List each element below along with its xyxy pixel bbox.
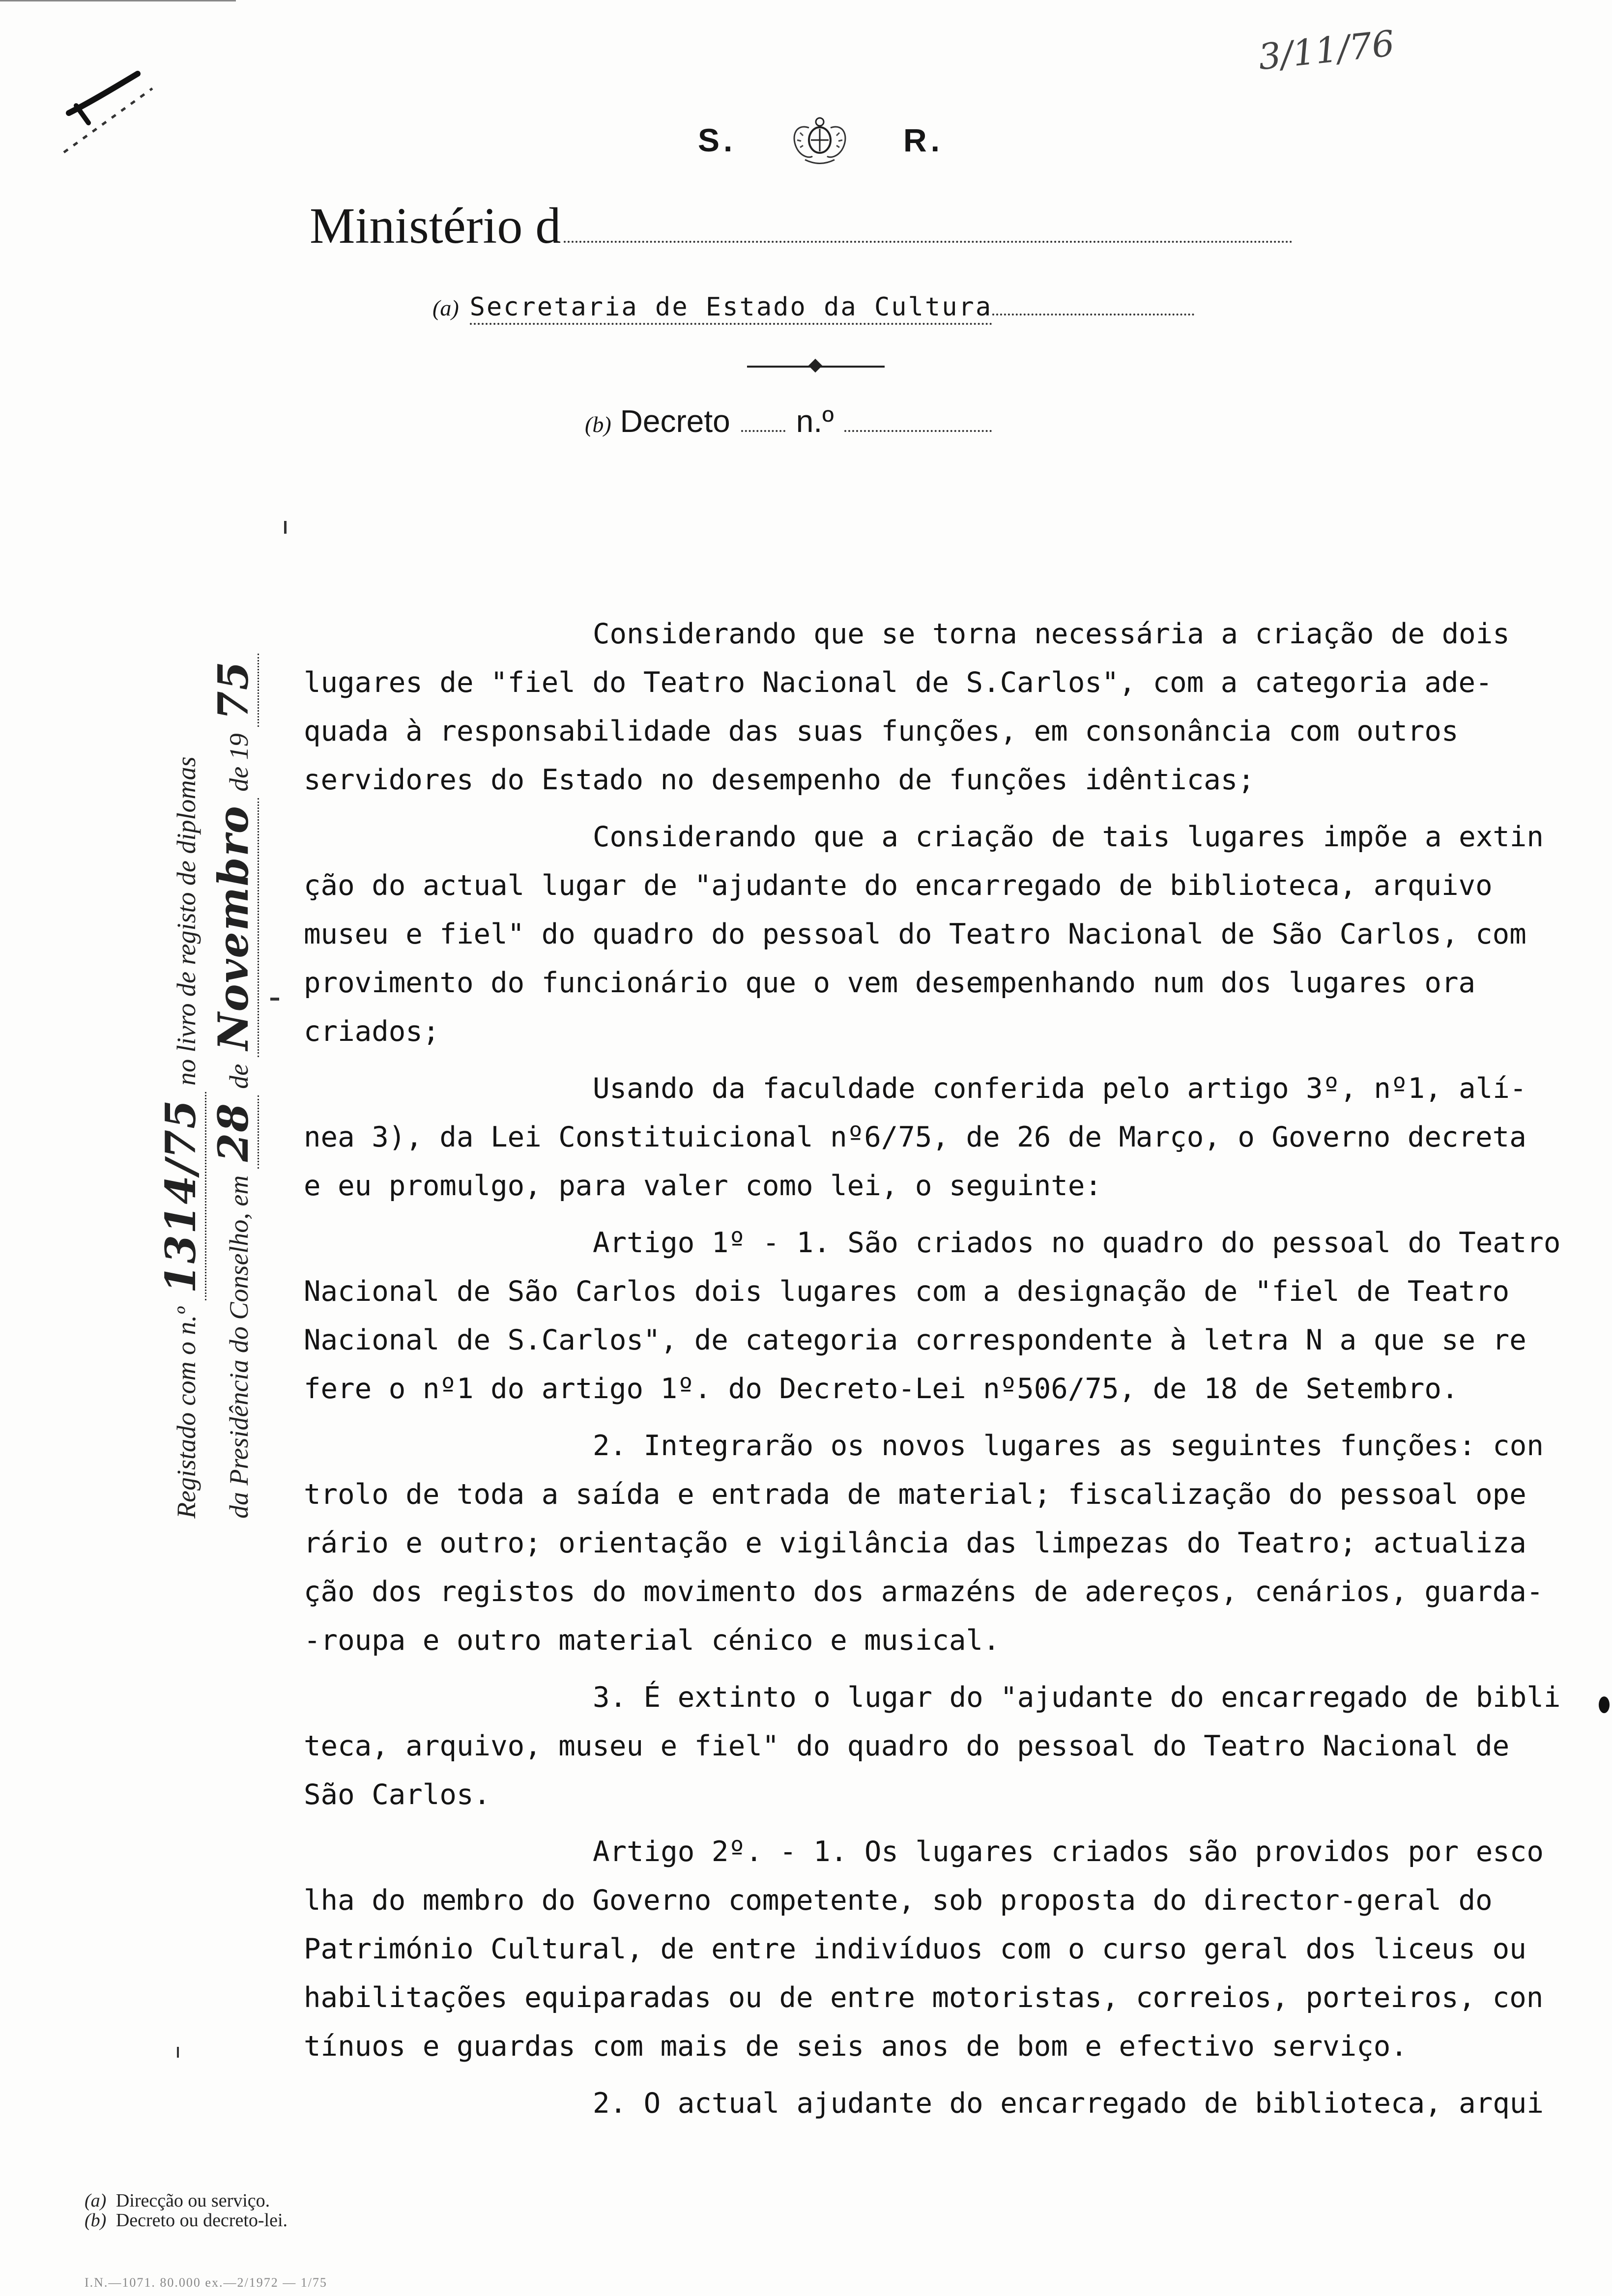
text-line: Usando da faculdade conferida pelo artigo 3º, nº1, alí- xyxy=(593,1072,1527,1105)
decree-type-dots xyxy=(741,430,785,432)
registration-line-2 xyxy=(210,585,262,1519)
footnote-a-text: Direcção ou serviço. xyxy=(115,2190,270,2211)
coat-of-arms-icon xyxy=(785,113,854,167)
registration-year: 75 xyxy=(209,654,259,727)
text-line: teca, arquivo, museu e fiel" do quadro do pessoal do Teatro Nacional de xyxy=(304,1729,1510,1762)
decree-marker: (b) xyxy=(585,412,611,437)
registration-number: 1314/75 xyxy=(156,1092,206,1300)
footnote-b-marker: (b) xyxy=(85,2210,107,2231)
service-marker: (a) xyxy=(432,295,459,320)
service-value: Secretaria de Estado da Cultura xyxy=(470,292,993,325)
text-line: Artigo 2º. - 1. Os lugares criados são providos por esco xyxy=(593,1835,1544,1868)
paragraph-article-2-2 xyxy=(304,2079,1586,2127)
footnote-a xyxy=(85,2191,288,2210)
registration-day: 28 xyxy=(209,1095,259,1169)
ministry-fill-dots xyxy=(564,231,1293,243)
divider-diamond-icon xyxy=(808,359,822,373)
header-sr xyxy=(698,113,944,167)
registration-de2: de 19 xyxy=(224,733,254,792)
ministry-label: Ministério d xyxy=(310,198,561,254)
header-s: S. xyxy=(698,122,737,158)
text-line: 3. É extinto o lugar do "ajudante do encarregado de bibli xyxy=(593,1681,1561,1714)
footnotes xyxy=(85,2191,288,2230)
registration-line2-prefix: da Presidência do Conselho, em xyxy=(224,1175,254,1519)
paragraph-article-2 xyxy=(304,1827,1586,2070)
scan-edge-line xyxy=(0,0,236,1)
text-line: Nacional de S.Carlos", de categoria correspondente à letra N a que se re xyxy=(304,1323,1526,1356)
text-line: lha do membro do Governo competente, sob proposta do director-geral do xyxy=(304,1884,1493,1917)
stray-mark xyxy=(270,998,279,1001)
text-line: São Carlos. xyxy=(304,1778,491,1811)
text-line: habilitações equiparadas ou de entre motoristas, correios, porteiros, con xyxy=(304,1981,1544,2014)
paragraph-article-1 xyxy=(304,1218,1586,1413)
decree-label: Decreto xyxy=(620,403,730,439)
paragraph-article-1-3 xyxy=(304,1673,1586,1819)
stray-mark xyxy=(284,521,287,534)
footnote-b xyxy=(85,2210,288,2230)
text-line: museu e fiel" do quadro do pessoal do Teatro Nacional de São Carlos, com xyxy=(304,918,1526,950)
registration-month: Novembro xyxy=(209,798,259,1057)
text-line: criados; xyxy=(304,1015,440,1048)
footnote-a-marker: (a) xyxy=(85,2190,107,2211)
paragraph-1 xyxy=(304,609,1586,804)
registration-annotation xyxy=(157,585,262,1519)
decree-number-label: n.º xyxy=(796,403,834,439)
text-line: trolo de toda a saída e entrada de material; fiscalização do pessoal ope xyxy=(304,1478,1526,1511)
service-line xyxy=(432,292,1194,325)
text-line: rário e outro; orientação e vigilância das limpezas do Teatro; actualiza xyxy=(304,1526,1526,1559)
footnote-b-text: Decreto ou decreto-lei. xyxy=(115,2210,288,2231)
decree-body xyxy=(304,609,1586,2136)
text-line: -roupa e outro material cénico e musical. xyxy=(304,1624,1000,1657)
service-fill-dots xyxy=(992,299,1194,316)
pen-mark-top-left xyxy=(49,59,177,187)
text-line: e eu promulgo, para valer como lei, o seguinte: xyxy=(304,1169,1102,1202)
printer-imprint: I.N.—1071. 80.000 ex.—2/1972 — 1/75 xyxy=(85,2275,327,2290)
decree-line xyxy=(585,403,992,439)
text-line: nea 3), da Lei Constituicional nº6/75, de 26 de Março, o Governo decreta xyxy=(304,1120,1526,1153)
text-line: ção dos registos do movimento dos armazéns de adereços, cenários, guarda- xyxy=(304,1575,1544,1608)
header-r: R. xyxy=(903,122,944,158)
decree-number-dots xyxy=(844,430,992,432)
paragraph-3 xyxy=(304,1064,1586,1210)
text-line: Artigo 1º - 1. São criados no quadro do pessoal do Teatro xyxy=(593,1226,1561,1259)
text-line: Considerando que a criação de tais lugares impõe a extin xyxy=(593,820,1544,853)
text-line: 2. O actual ajudante do encarregado de biblioteca, arqui xyxy=(593,2087,1544,2120)
text-line: Considerando que se torna necessária a criação de dois xyxy=(593,617,1510,650)
ministry-line xyxy=(310,197,1293,255)
stray-mark xyxy=(177,2047,179,2058)
registration-de1: de xyxy=(224,1063,254,1089)
text-line: Nacional de São Carlos dois lugares com a designação de "fiel de Teatro xyxy=(304,1275,1510,1308)
text-line: 2. Integrarão os novos lugares as seguintes funções: con xyxy=(593,1429,1544,1462)
handwritten-reference: 3/11/76 xyxy=(1256,22,1397,78)
paragraph-article-1-2 xyxy=(304,1421,1586,1665)
text-line: quada à responsabilidade das suas funções, em consonância com outros xyxy=(304,715,1459,747)
text-line: Património Cultural, de entre indivíduos com o curso geral dos liceus ou xyxy=(304,1932,1526,1965)
paragraph-2 xyxy=(304,812,1586,1056)
text-line: lugares de "fiel do Teatro Nacional de S.Carlos", com a categoria ade- xyxy=(304,666,1493,699)
registration-middle: no livro de registo de diplomas xyxy=(172,756,201,1086)
registration-line-1 xyxy=(157,585,210,1519)
text-line: ção do actual lugar de "ajudante do encarregado de biblioteca, arquivo xyxy=(304,869,1493,902)
text-line: fere o nº1 do artigo 1º. do Decreto-Lei nº506/75, de 18 de Setembro. xyxy=(304,1372,1459,1405)
registration-prefix: Registado com o n.º xyxy=(172,1307,201,1519)
text-line: tínuos e guardas com mais de seis anos de bom e efectivo serviço. xyxy=(304,2030,1408,2063)
text-line: provimento do funcionário que o vem desempenhando num dos lugares ora xyxy=(304,966,1476,999)
margin-ink-dot xyxy=(1599,1696,1610,1713)
text-line: servidores do Estado no desempenho de funções idênticas; xyxy=(304,763,1255,796)
